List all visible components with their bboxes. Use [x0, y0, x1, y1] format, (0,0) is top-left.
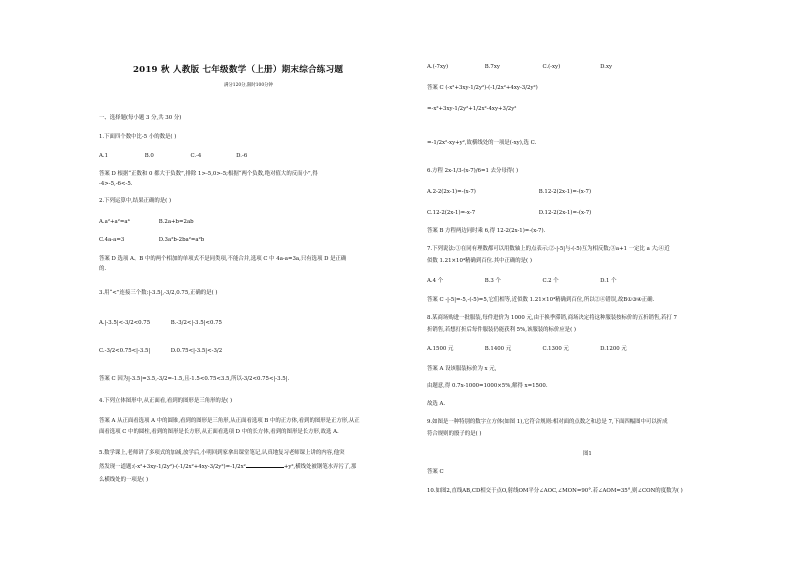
q1-option-c: C.-4: [190, 153, 202, 159]
q8-option-d: D.1200 元: [600, 346, 627, 352]
q6-option-c: C.12-2(2x-1)=-x-7: [427, 210, 476, 216]
q3-option-b: B.-3/2<|-3.5|<0.75: [170, 320, 222, 326]
q5-answer: 答案 C (-x²+3xy-1/2y²)-(-1/2x²+4xy-3/2y²): [427, 85, 538, 91]
q8-stem: 8.某商场购进一批服装,每件进价为 1000 元,由于换季滞销,商场决定将这种服装按标价的五折销售,若打 7: [427, 315, 677, 321]
q5-options: [427, 64, 612, 71]
q7-option-c: C.2 个: [542, 278, 559, 284]
q5-blank: [246, 463, 284, 468]
q2-stem: 2.下列运算中,结果正确的是( ): [99, 198, 172, 204]
q6-answer: 答案 B 方程两边同时乘 6,得 12-2(2x-1)=-(x-7).: [427, 228, 546, 234]
q7-options: [427, 278, 617, 285]
q2-option-b: B.2a+b=2ab: [158, 219, 194, 225]
q1-answer-cont: -4>-5,-6<-5.: [99, 181, 133, 187]
q8-answer: 答案 A 设该服装标价为 x 元,: [427, 366, 497, 372]
q1-stem: 1.下面四个数中比-5 小的数是( ): [99, 134, 177, 140]
q8-option-c: C.1300 元: [542, 346, 569, 352]
q5-option-c: C.(-xy): [542, 64, 561, 70]
q6-options-row2: [427, 210, 591, 217]
q3-options-row2: [99, 348, 222, 355]
q3-answer: 答案 C 因为|-3.5|=3.5,-3/2=-1.5,且-1.5<0.75<3.5,所以-3/2<0.75<|-3.5|.: [99, 376, 290, 382]
q1-option-a: A.1: [99, 153, 109, 159]
q5-stem-line2: [99, 463, 356, 471]
q7-option-d: D.1 个: [600, 278, 617, 284]
q5-answer-step3: =-1/2x²-xy+y²,故横线处的一项是(-xy),选 C.: [427, 140, 537, 146]
q5-stem-line3: 么横线处的一项是( ): [99, 477, 149, 483]
q3-option-c: C.-3/2<0.75<|-3.5|: [99, 348, 151, 354]
q2-answer-cont: 的.: [99, 266, 107, 272]
q8-answer-step3: 故选 A.: [427, 401, 446, 407]
q9-stem-line2: 符合规则的骰子的是( ): [427, 431, 482, 437]
q7-stem-line2: 似数 1.21×10⁴精确到百位.其中正确的是( ): [427, 258, 532, 264]
figure-caption: 图1: [583, 451, 592, 457]
q2-option-c: C.4a-a=3: [99, 237, 125, 243]
q6-options-row1: [427, 189, 591, 196]
q5-stem-expr-tail: +y²,横线处被钢笔水弄污了,那: [283, 464, 357, 470]
q4-answer: 答案 A 从正面看选项 A 中的圆锥,看到的图形是三角形,从正面看选项 B 中的正方体,看到的图形是正方形,从正: [99, 418, 360, 424]
q3-option-a: A.|-3.5|<-3/2<0.75: [99, 320, 151, 326]
q7-answer: 答案 C -|-5|=-5,-(-5)=5,它们相等,近似数 1.21×10⁴精确到百位,所以②④错误,故B①③④正确.: [427, 297, 655, 303]
page-subtitle: 满分120分,限时100分钟: [224, 83, 273, 88]
q4-stem: 4.下列立体图形中,从正面看,看到的图形是三角形的是( ): [99, 398, 233, 404]
q8-options: [427, 346, 627, 353]
q2-option-a: A.a²+a²=a⁴: [99, 219, 130, 225]
q1-option-b: B.0: [144, 153, 154, 159]
q1-options: [99, 153, 247, 160]
q6-option-b: B.12-2(2x-1)=-(x-7): [538, 189, 592, 195]
q5-stem-expr: 然发现一道题:(-x²+3xy-1/2y²)-(-1/2x²+4xy-3/2y²)=-1/2x²: [99, 464, 246, 470]
page-title: 2019 秋 人教版 七年级数学（上册）期末综合练习题: [133, 65, 344, 75]
q9-stem: 9.如图是一种特别的数字立方体(如图 1),它符合规则:相对面的点数之和总是 7,下面四幅图中可以折成: [427, 419, 668, 425]
q6-option-a: A.2-2(2x-1)=-(x-7): [427, 189, 476, 195]
q1-option-d: D.-6: [236, 153, 248, 159]
q5-stem: 5.数学课上,老师讲了多项式的加减,放学后,小明回到家拿出课堂笔记,认真地复习老师课上讲的内容,他突: [99, 450, 345, 456]
section-heading: 一、选择题(每小题 3 分,共 30 分): [99, 115, 182, 121]
q3-option-d: D.0.75<|-3.5|<-3/2: [170, 348, 223, 354]
q9-answer: 答案 C: [427, 469, 444, 475]
q8-stem-line2: 折销售,若想打折后每件服装仍能获利 5%,该服装的标价应是( ): [427, 327, 576, 333]
q3-stem: 3.用“<”连接三个数:|-3.5|,-3/2,0.75,正确的是( ): [99, 290, 218, 296]
q5-option-d: D.xy: [600, 64, 613, 70]
q3-options-row1: [99, 320, 222, 327]
q7-option-b: B.3 个: [484, 278, 501, 284]
q4-answer-cont: 面看选项 C 中的圆柱,看到的图形是长方形,从正面看选项 D 中的长方体,看到的图形是长方形,故选 A.: [99, 429, 339, 435]
q2-answer: 答案 D 选项 A、B 中的两个相加的单项式不是同类项,不能合并,选项 C 中 4a-a=3a,只有选项 D 是正确: [99, 256, 347, 262]
q5-option-b: B.7xy: [484, 64, 500, 70]
q8-option-b: B.1400 元: [484, 346, 512, 352]
q5-option-a: A.(-7xy): [427, 64, 449, 70]
q6-option-d: D.12-2(2x-1)=-(x-7): [538, 210, 592, 216]
q5-answer-step2: =-x²+3xy-1/2y²+1/2x²-4xy+3/2y²: [427, 106, 517, 112]
q6-stem: 6.方程 2x-1/3-(x-7)/6=1 去分母得( ): [427, 168, 519, 174]
q8-answer-step2: 由题意,得 0.7x-1000=1000×5%,解得 x=1500.: [427, 383, 548, 389]
q10-stem: 10.如图2,直线AB,CD相交于点O,射线OM平分∠AOC,∠MON=90°.若∠AOM=35°,则∠CON的度数为( ): [427, 488, 683, 494]
q2-option-d: D.3a²b-2ba²=a²b: [158, 237, 205, 243]
q7-option-a: A.4 个: [427, 278, 444, 284]
q1-answer: 答案 D 根据“正数和 0 都大于负数”,排除 1>-5,0>-5;根据“两个负数,绝对值大的反而小”,得: [99, 171, 318, 177]
q7-stem: 7.下列说法:①在同有理数都可以用数轴上的点表示;②-|-5|与-(-5)互为相反数;③a+1 一定比 a 大;④近: [427, 246, 670, 252]
q8-option-a: A.1500 元: [427, 346, 454, 352]
q2-options-row1: [99, 219, 194, 226]
q2-options-row2: [99, 237, 204, 244]
